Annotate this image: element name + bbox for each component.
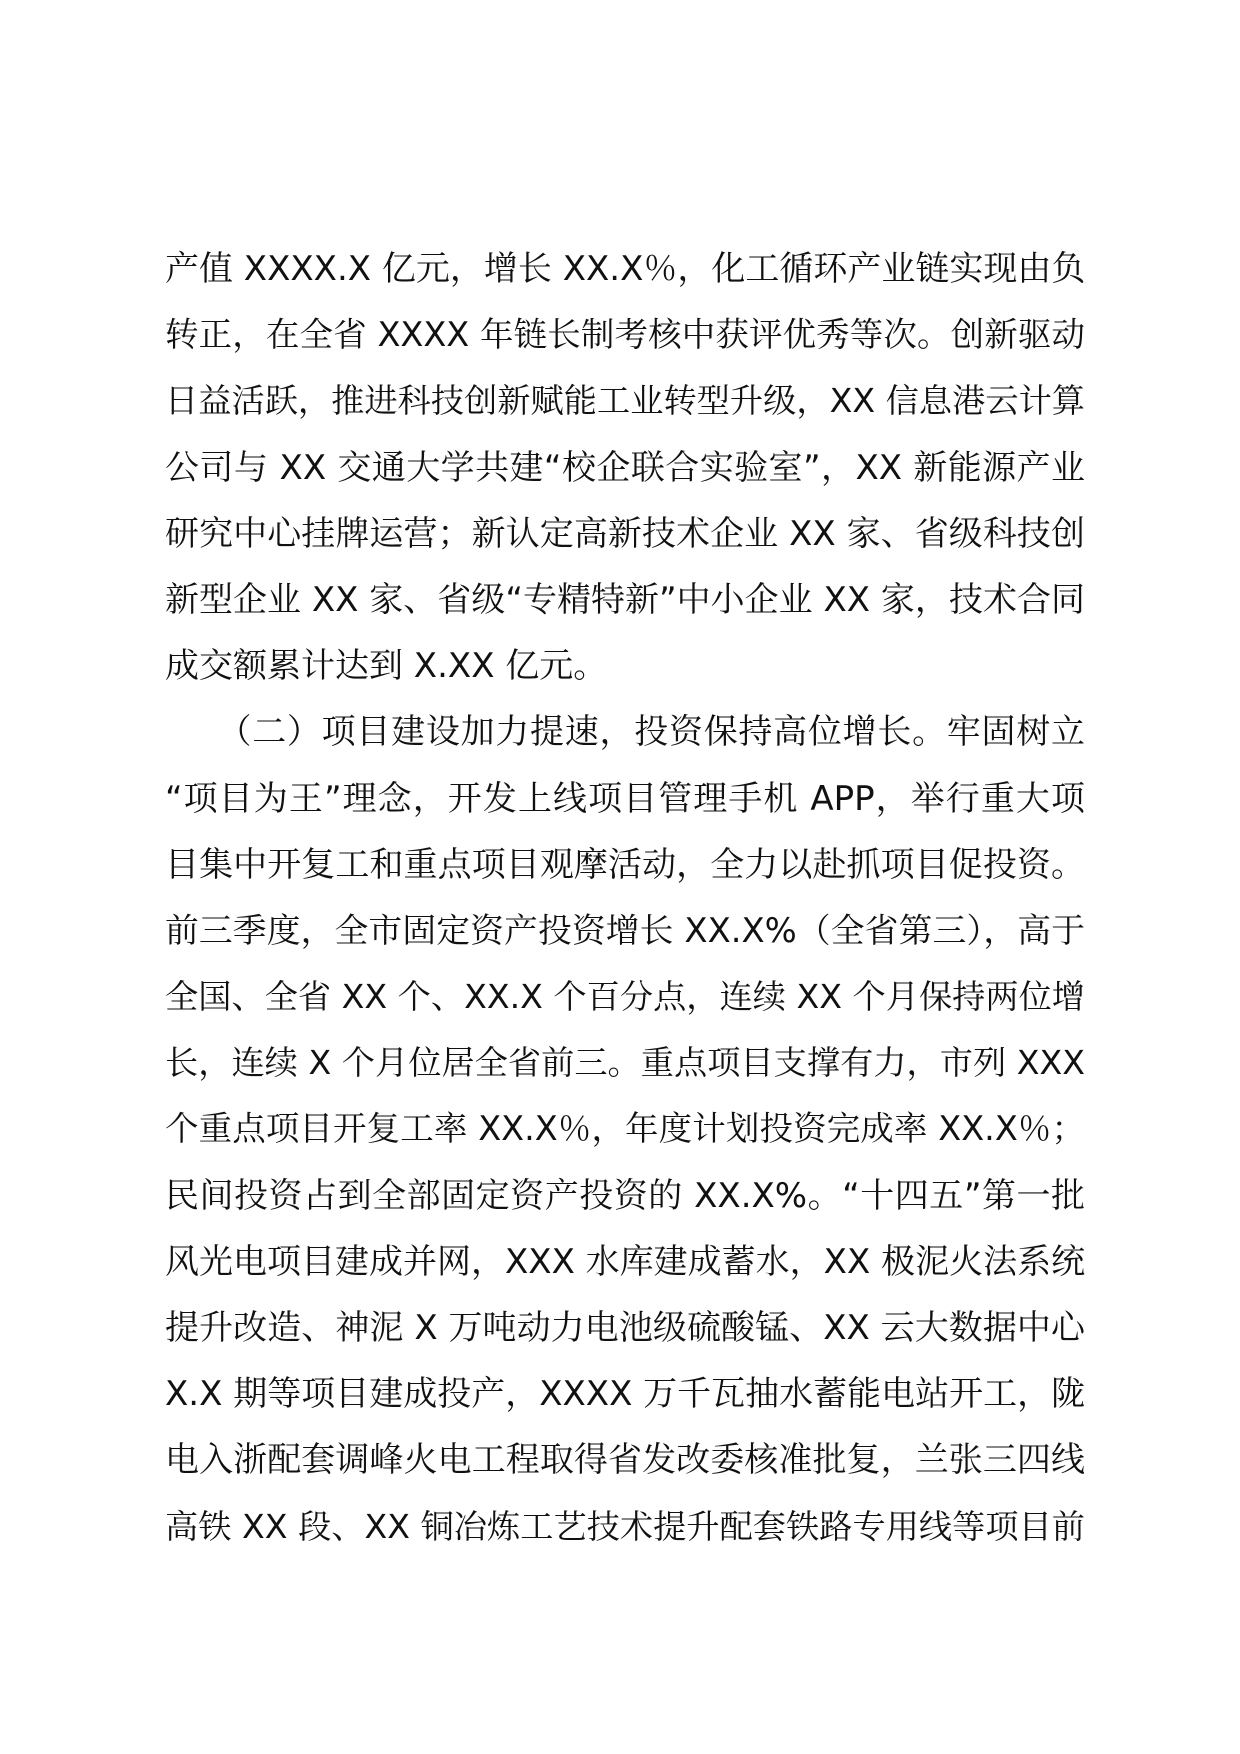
text-line: 长，连续 X 个月位居全省前三。重点项目支撑有力，市列 XXX [165,1043,1085,1083]
paragraph-end-line: 成交额累计达到 X.XX 亿元。 [165,646,608,687]
text-line: 个重点项目开复工率 XX.X％，年度计划投资完成率 XX.X％； [165,1109,1085,1149]
text-line: 公司与 XX 交通大学共建“校企联合实验室”，XX 新能源产业 [165,447,1085,488]
text-line: 研究中心挂牌运营；新认定高新技术企业 XX 家、省级科技创 [165,513,1085,554]
text-line: 电入浙配套调峰火电工程取得省发改委核准批复，兰张三四线 [165,1440,1085,1481]
document-body [165,236,1085,1560]
text-line: 提升改造、神泥 X 万吨动力电池级硫酸锰、XX 云大数据中心 [165,1308,1085,1348]
text-line: 新型企业 XX 家、省级“专精特新”中小企业 XX 家，技术合同 [165,579,1085,620]
text-line: 高铁 XX 段、XX 铜冶炼工艺技术提升配套铁路专用线等项目前 [165,1506,1085,1546]
text-line: 全国、全省 XX 个、XX.X 个百分点，连续 XX 个月保持两位增 [165,977,1085,1017]
text-line: 目集中开复工和重点项目观摩活动，全力以赴抓项目促投资。 [165,844,1085,885]
text-line: 前三季度，全市固定资产投资增长 XX.X%（全省第三），高于 [165,910,1085,950]
text-line: “项目为王”理念，开发上线项目管理手机 APP，举行重大项 [165,778,1085,819]
text-line: X.X 期等项目建成投产，XXXX 万千瓦抽水蓄能电站开工，陇 [165,1374,1086,1415]
text-line: 风光电项目建成并网，XXX 水库建成蓄水，XX 极泥火法系统 [165,1241,1086,1282]
text-line: 转正，在全省 XXXX 年链长制考核中获评优秀等次。创新驱动 [165,315,1085,355]
section-heading-line: （二）项目建设加力提速，投资保持高位增长。牢固树立 [165,712,1085,753]
text-line: 产值 XXXX.X 亿元，增长 XX.X％，化工循环产业链实现由负 [165,249,1086,289]
text-line: 日益活跃，推进科技创新赋能工业转型升级，XX 信息港云计算 [165,381,1085,421]
text-line: 民间投资占到全部固定资产投资的 XX.X%。“十四五”第一批 [165,1175,1085,1216]
